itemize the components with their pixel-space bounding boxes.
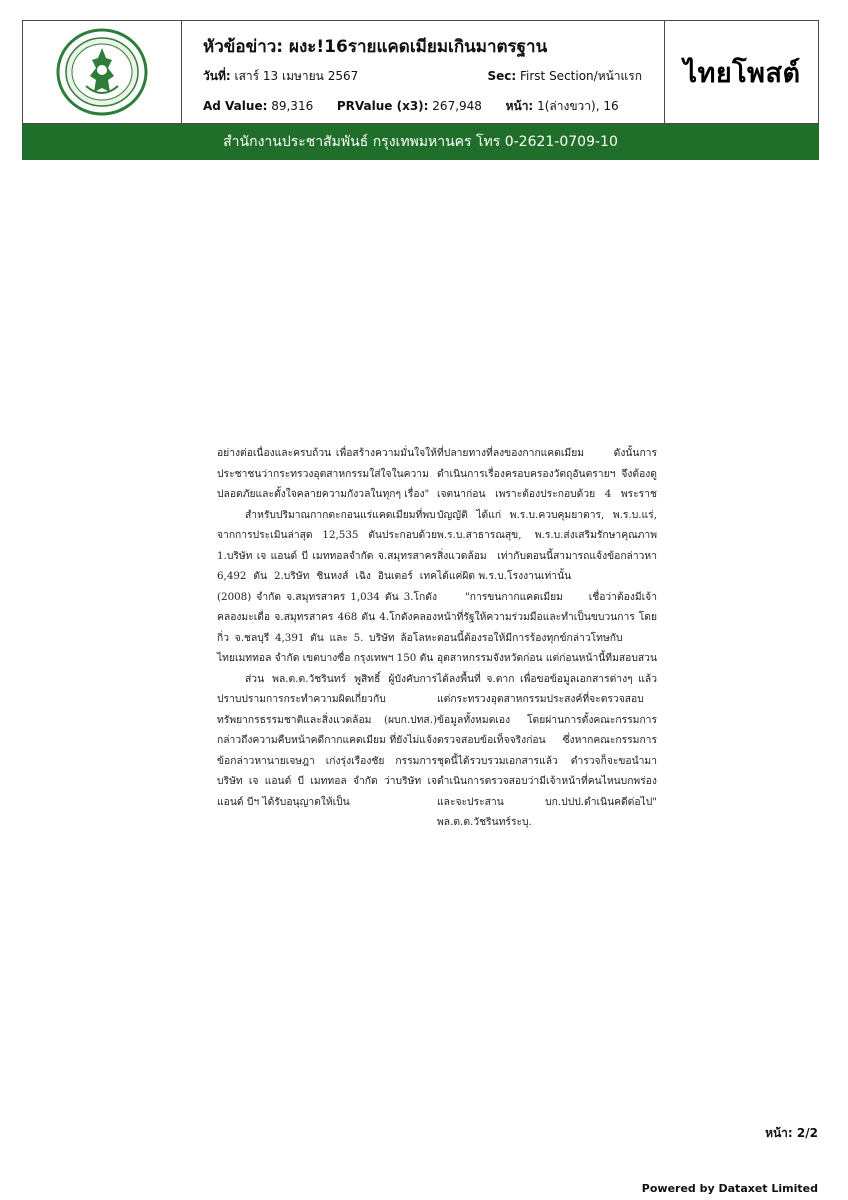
value-row xyxy=(203,97,619,116)
clipping-header xyxy=(22,20,819,124)
footer-page-label: หน้า: xyxy=(765,1126,793,1140)
article-column-2 xyxy=(437,443,657,833)
newspaper-cell xyxy=(664,21,819,123)
article-column-1 xyxy=(217,443,437,812)
headline xyxy=(203,33,547,60)
footer-page-number xyxy=(765,1124,818,1143)
office-bar xyxy=(22,124,819,160)
article-paragraph: สำหรับปริมาณกากตะกอนแร่แคดเมียมที่พบจากการประเมินล่าสุด 12,535 ตันประกอบด้วย 1.บริษัท เจ แอนด์ บี เมททอลจำกัด จ.สมุทรสาคร 6,492 ตัน 2.บริษัท ชินหงส์ เฉิง อินเตอร์ เทค (2008) จำกัด จ.สมุทรสาคร 1,034 ตัน 3.โกดังคลองมะเดื่อ จ.สมุทรสาคร 468 ตัน 4.โกดังคลองกิ่ว จ.ชลบุรี 4,391 ตัน และ 5. บริษัท ล้อโลหะไทยเมททอล จำกัด เขตบางซื่อ กรุงเทพฯ 150 ตัน xyxy=(217,508,437,664)
article-paragraph: ส่วน พล.ต.ต.วัชรินทร์ พูสิทธิ์ ผู้บังคับการปราบปรามการกระทำความผิดเกี่ยวกับทรัพยากรธรรมชาติและสิ่งแวดล้อม (ผบก.ปทส.) กล่าวถึงความคืบหน้าคดีกากแคดเมียม ที่ยังไม่แจ้งข้อกล่าวหานายเจษฎา เก่งรุ่งเรืองชัย กรรมการบริษัท เจ แอนด์ บี เมททอล จำกัด ว่าบริษัท เจ แอนด์ บีฯ ได้รับอนุญาตให้เป็น xyxy=(217,672,437,808)
headline-label: หัวข้อข่าว: xyxy=(203,37,284,57)
section-info xyxy=(487,67,642,86)
prvalue: 267,948 xyxy=(432,99,482,113)
ad-value: 89,316 xyxy=(271,99,314,113)
prvalue-label: PRValue (x3): xyxy=(336,99,429,113)
office-bar-text: สำนักงานประชาสัมพันธ์ กรุงเทพมหานคร โทร 0-2621-0709-10 xyxy=(223,134,618,150)
newspaper-name: ไทยโพสต์ xyxy=(683,57,801,89)
article-paragraph: อย่างต่อเนื่องและครบถ้วน เพื่อสร้างความมั่นใจให้ประชาชนว่ากระทรวงอุตสาหกรรมใส่ใจในความปลอดภัยและตั้งใจคลายความกังวลในทุกๆ เรื่อง" xyxy=(217,447,437,500)
powered-by: Powered by Dataxet Limited xyxy=(641,1182,818,1195)
date-value: เสาร์ 13 เมษายน 2567 xyxy=(234,69,359,83)
footer-page-value: 2/2 xyxy=(796,1126,818,1140)
ad-value-label: Ad Value: xyxy=(203,99,268,113)
logo-cell xyxy=(23,21,182,123)
bangkok-seal-icon xyxy=(56,28,148,116)
article-paragraph: ที่ปลายทางที่ลงของกากแคดเมียม ดังนั้นการดำเนินการเรื่องครอบครองวัตถุอันตรายฯ จึงต้องดูเจตนาก่อน เพราะต้องประกอบด้วย 4 พระราชบัญญัติ ได้แก่ พ.ร.บ.ควบคุมยาตาร, พ.ร.บ.แร่, พ.ร.บ.สาธารณสุข, พ.ร.บ.ส่งเสริมรักษาคุณภาพสิ่งแวดล้อม เท่ากับตอนนี้สามารถแจ้งข้อกล่าวหาได้แค่ผิด พ.ร.บ.โรงงานเท่านั้น xyxy=(437,447,657,582)
page-value: 1(ล่างขวา), 16 xyxy=(537,99,619,113)
clipping-info xyxy=(181,21,664,123)
date-row xyxy=(203,67,358,86)
headline-value: ผงะ!16รายแคดเมียมเกินมาตรฐาน xyxy=(289,37,548,57)
section-value: First Section/หน้าแรก xyxy=(520,69,642,83)
date-label: วันที่: xyxy=(203,69,231,83)
article-paragraph: "การขนกากแคดเมียม เชื่อว่าต้องมีเจ้าหน้าที่รัฐให้ความร่วมมือและทำเป็นขบวนการ โดยตอนนี้ต้องรอให้มีการร้องทุกข์กล่าวโทษกับอุตสาหกรรมจังหวัดก่อน แต่ก่อนหน้านี้ทีมสอบสวนได้ลงพื้นที่ จ.ตาก เพื่อขอข้อมูลเอกสารต่างๆ แล้ว แต่กระทรวงอุตสาหกรรมประสงค์ที่จะตรวจสอบข้อมูลทั้งหมดเอง โดยผ่านการตั้งคณะกรรมการตรวจสอบข้อเท็จจริงก่อน ซึ่งหากคณะกรรมการชุดนี้ได้รวบรวมเอกสารแล้ว ตำรวจก็จะขอนำมาดำเนินการตรวจสอบว่ามีเจ้าหน้าที่คนไหนบกพร่อง และจะประสาน บก.ปปป.ดำเนินคดีต่อไป" พล.ต.ต.วัชรินทร์ระบุ. xyxy=(437,590,657,828)
section-label: Sec: xyxy=(487,69,517,83)
page-label: หน้า: xyxy=(505,99,534,113)
